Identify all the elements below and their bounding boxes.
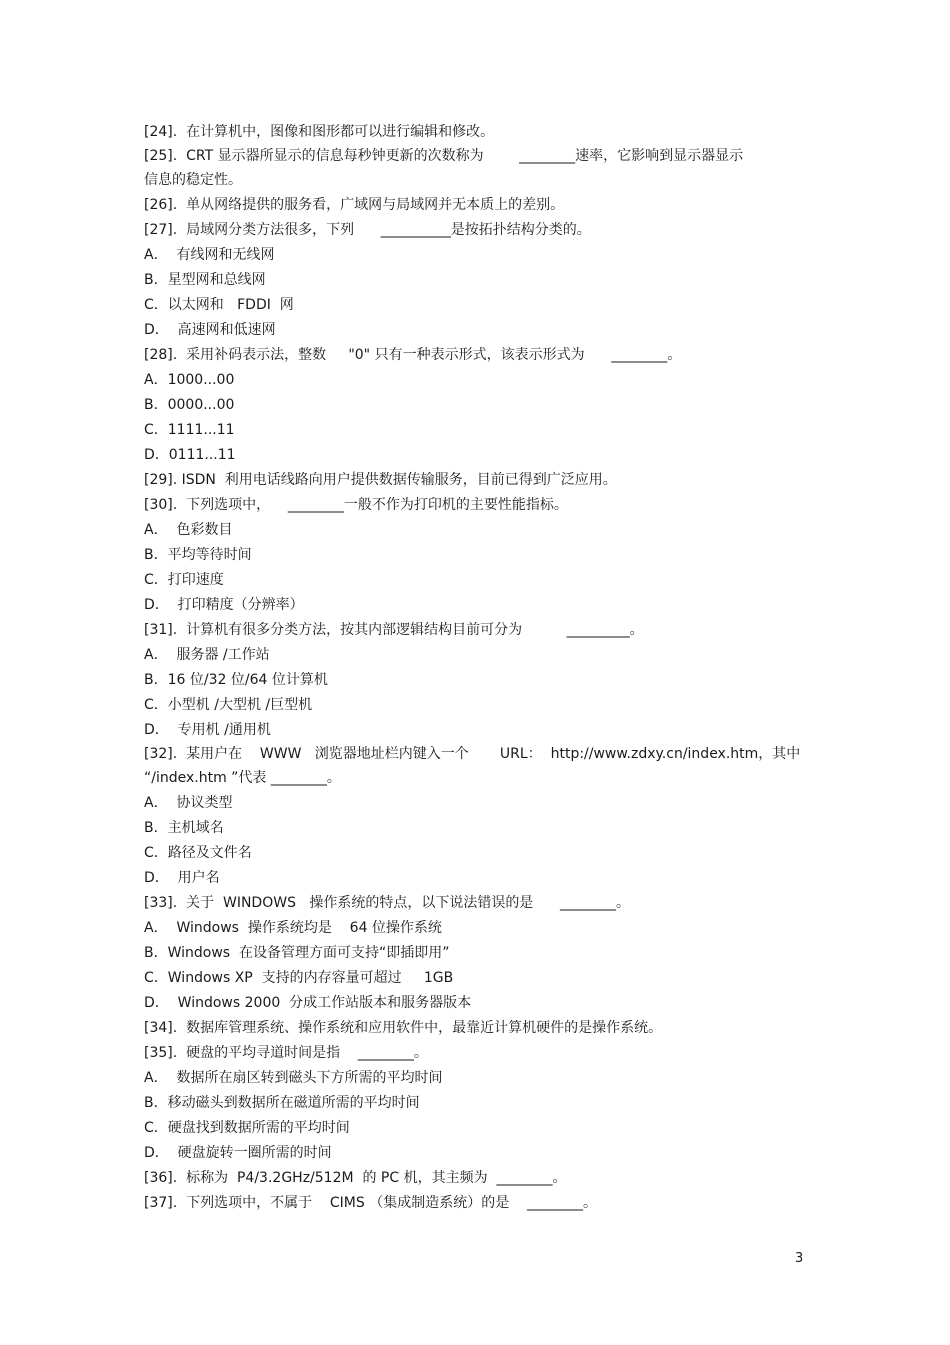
question-32-continuation: “/index.htm ”代表 ________。 (144, 770, 341, 786)
question-list (144, 120, 814, 1216)
option-35-c: C．硬盘找到数据所需的平均时间 (144, 1120, 350, 1136)
option-28-c: C．1111...11 (144, 422, 235, 438)
option-31-a: A． 服务器 /工作站 (144, 647, 270, 663)
option-32-b: B．主机域名 (144, 820, 224, 836)
option-32-a: A． 协议类型 (144, 795, 233, 811)
option-35-a: A． 数据所在扇区转到磁头下方所需的平均时间 (144, 1070, 443, 1086)
option-27-d: D． 高速网和低速网 (144, 322, 276, 338)
option-27-a: A． 有线网和无线网 (144, 247, 275, 263)
question-28: [28]. 采用补码表示法，整数 "0" 只有一种表示形式，该表示形式为 ________。 (144, 347, 682, 363)
option-31-c: C．小型机 /大型机 /巨型机 (144, 697, 313, 713)
question-34: [34]. 数据库管理系统、操作系统和应用软件中，最靠近计算机硬件的是操作系统。 (144, 1020, 663, 1036)
page-number: 3 (795, 1251, 804, 1266)
option-31-d: D． 专用机 /通用机 (144, 722, 271, 738)
option-33-a: A． Windows 操作系统均是 64 位操作系统 (144, 920, 442, 936)
question-31: [31]. 计算机有很多分类方法，按其内部逻辑结构目前可分为 _________。 (144, 622, 644, 638)
option-28-a: A．1000...00 (144, 372, 235, 388)
option-35-b: B．移动磁头到数据所在磁道所需的平均时间 (144, 1095, 420, 1111)
question-26: [26]. 单从网络提供的服务看，广域网与局域网并无本质上的差别。 (144, 197, 565, 213)
question-24: [24]. 在计算机中，图像和图形都可以进行编辑和修改。 (144, 124, 495, 140)
question-36: [36]. 标称为 P4/3.2GHz/512M 的 PC 机，其主频为 ________。 (144, 1170, 567, 1186)
option-28-d: D．0111...11 (144, 447, 236, 463)
option-30-d: D． 打印精度（分辨率） (144, 597, 304, 613)
option-27-b: B．星型网和总线网 (144, 272, 266, 288)
question-30: [30]. 下列选项中， ________一般不作为打印机的主要性能指标。 (144, 497, 568, 513)
question-37: [37]. 下列选项中，不属于 CIMS （集成制造系统）的是 ________。 (144, 1195, 598, 1211)
option-35-d: D． 硬盘旋转一圈所需的时间 (144, 1145, 332, 1161)
option-27-c: C．以太网和 FDDI 网 (144, 297, 294, 313)
option-33-d: D． Windows 2000 分成工作站版本和服务器版本 (144, 995, 472, 1011)
option-33-c: C．Windows XP 支持的内存容量可超过 1GB (144, 970, 454, 986)
question-35: [35]. 硬盘的平均寻道时间是指 ________。 (144, 1045, 428, 1061)
question-29: [29]. ISDN 利用电话线路向用户提供数据传输服务，目前已得到广泛应用。 (144, 472, 617, 488)
option-28-b: B．0000...00 (144, 397, 235, 413)
option-30-c: C．打印速度 (144, 572, 224, 588)
question-32: [32]. 某用户在 WWW 浏览器地址栏内键入一个 URL： http://www.zdxy.cn/index.htm，其中 (144, 746, 801, 762)
option-30-b: B．平均等待时间 (144, 547, 252, 563)
question-27: [27]. 局域网分类方法很多，下列 __________是按拓扑结构分类的。 (144, 222, 591, 238)
option-33-b: B．Windows 在设备管理方面可支持“即插即用” (144, 945, 450, 961)
option-32-c: C．路径及文件名 (144, 845, 252, 861)
option-32-d: D． 用户名 (144, 870, 220, 886)
question-33: [33]. 关于 WINDOWS 操作系统的特点，以下说法错误的是 ________。 (144, 895, 631, 911)
option-30-a: A． 色彩数目 (144, 522, 233, 538)
question-25: [25]. CRT 显示器所显示的信息每秒钟更新的次数称为 ________速率，它影响到显示器显示 (144, 148, 744, 164)
question-25-continuation: 信息的稳定性。 (144, 172, 242, 188)
option-31-b: B．16 位/32 位/64 位计算机 (144, 672, 328, 688)
